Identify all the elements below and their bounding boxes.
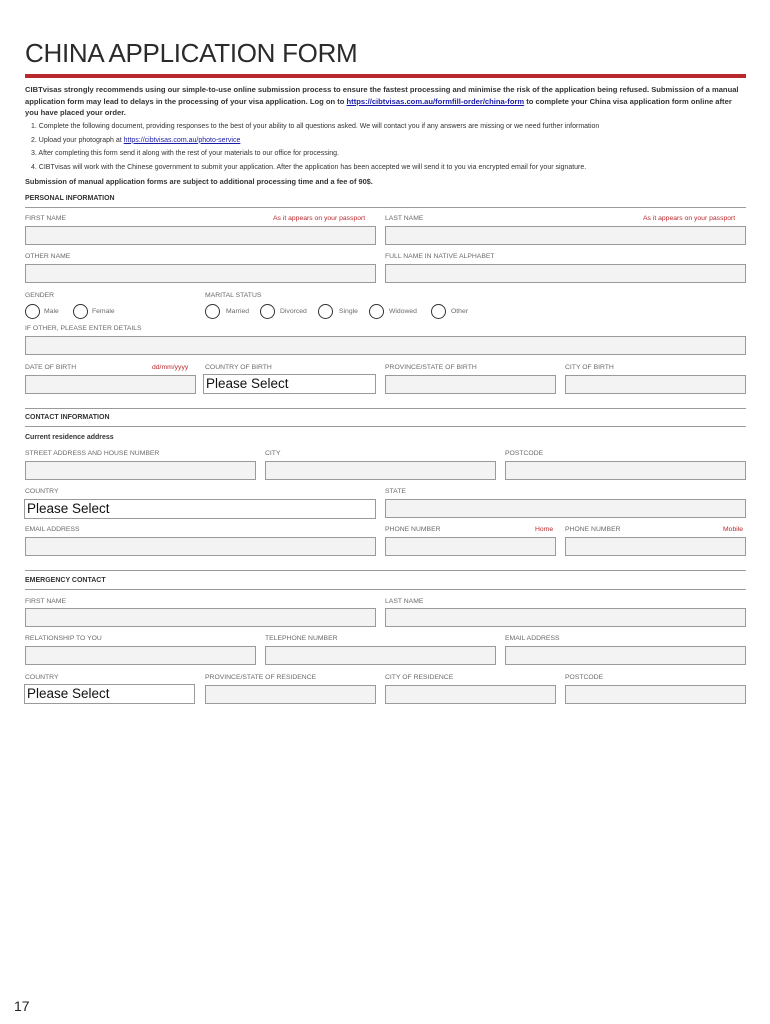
last-name-hint: As it appears on your passport	[643, 215, 736, 222]
emergency-first-name-field[interactable]	[25, 608, 376, 627]
province-of-birth-field[interactable]	[385, 375, 556, 394]
telephone-label: TELEPHONE NUMBER	[265, 635, 338, 642]
dob-label: DATE OF BIRTH	[25, 364, 77, 371]
section-divider	[25, 426, 746, 427]
marital-married-label: Married	[226, 308, 250, 315]
residence-subheading: Current residence address	[25, 434, 114, 441]
section-divider	[25, 570, 746, 571]
province-of-birth-label: PROVINCE/STATE OF BIRTH	[385, 364, 477, 371]
gender-male-radio[interactable]	[25, 304, 40, 319]
city-of-residence-label: CITY OF RESIDENCE	[385, 674, 454, 681]
city-field[interactable]	[265, 461, 496, 480]
gender-label: GENDER	[25, 292, 55, 299]
state-label: STATE	[385, 488, 406, 495]
telephone-field[interactable]	[265, 646, 496, 665]
postcode-field[interactable]	[505, 461, 746, 480]
other-name-label: OTHER NAME	[25, 253, 71, 260]
marital-other-label: Other	[451, 308, 468, 315]
section-divider	[25, 408, 746, 409]
country-label: COUNTRY	[25, 488, 59, 495]
marital-widowed-radio[interactable]	[369, 304, 384, 319]
section-divider	[25, 589, 746, 590]
first-name-field[interactable]	[25, 226, 376, 245]
intro-text-end: to complete your China visa application form online after you have placed your order.	[25, 96, 732, 117]
marital-status-label: MARITAL STATUS	[205, 292, 262, 299]
emergency-last-name-field[interactable]	[385, 608, 746, 627]
marital-married-radio[interactable]	[205, 304, 220, 319]
state-field[interactable]	[385, 499, 746, 518]
page-title: CHINA APPLICATION FORM	[25, 38, 358, 68]
last-name-label: LAST NAME	[385, 215, 424, 222]
relationship-label: RELATIONSHIP TO YOU	[25, 635, 102, 642]
instruction-step: 2. Upload your photograph at https://cibtvisas.com.au/photo-service	[31, 136, 241, 144]
instruction-step: 1. Complete the following document, providing responses to the best of your ability to all questions asked. We will contact you if any answers are missing or we need further information	[31, 123, 600, 130]
emergency-email-field[interactable]	[505, 646, 746, 665]
first-name-label: FIRST NAME	[25, 215, 67, 222]
instruction-step: 4. CIBTvisas will work with the Chinese government to submit your application. After the application has been accepted we will send it to you via encrypted email for your signature.	[31, 163, 587, 171]
personal-info-heading: PERSONAL INFORMATION	[25, 195, 115, 202]
emergency-postcode-field[interactable]	[565, 685, 746, 704]
province-of-residence-label: PROVINCE/STATE OF RESIDENCE	[205, 674, 317, 681]
fee-note: Submission of manual application forms are subject to additional processing time and a fee of 90$.	[25, 177, 373, 186]
emergency-email-label: EMAIL ADDRESS	[505, 635, 560, 642]
emergency-contact-heading: EMERGENCY CONTACT	[25, 577, 106, 584]
email-label: EMAIL ADDRESS	[25, 526, 80, 533]
emergency-postcode-label: POSTCODE	[565, 674, 604, 681]
marital-single-radio[interactable]	[318, 304, 333, 319]
marital-other-radio[interactable]	[431, 304, 446, 319]
gender-female-label: Female	[92, 308, 115, 315]
email-field[interactable]	[25, 537, 376, 556]
gender-female-radio[interactable]	[73, 304, 88, 319]
other-name-field[interactable]	[25, 264, 376, 283]
first-name-hint: As it appears on your passport	[273, 215, 366, 222]
phone-mobile-hint: Mobile	[723, 526, 744, 533]
country-select[interactable]: Please Select	[24, 499, 376, 519]
instruction-list	[31, 122, 747, 176]
instruction-step: 3. After completing this form send it along with the rest of your materials to our office for processing.	[31, 150, 340, 157]
photo-service-link[interactable]: https://cibtvisas.com.au/photo-service	[123, 136, 241, 144]
relationship-field[interactable]	[25, 646, 256, 665]
dob-hint: dd/mm/yyyy	[152, 364, 189, 371]
contact-info-heading: CONTACT INFORMATION	[25, 414, 110, 421]
section-divider	[25, 207, 746, 208]
phone-home-field[interactable]	[385, 537, 556, 556]
online-form-link[interactable]: https://cibtvisas.com.au/formfill-order/china-form	[346, 96, 525, 106]
city-of-birth-label: CITY OF BIRTH	[565, 364, 614, 371]
phone-home-label: PHONE NUMBER	[385, 526, 441, 533]
emergency-country-select[interactable]: Please Select	[24, 684, 195, 704]
other-details-field[interactable]	[25, 336, 746, 355]
emergency-last-name-label: LAST NAME	[385, 598, 424, 605]
emergency-country-label: COUNTRY	[25, 674, 59, 681]
marital-divorced-label: Divorced	[280, 308, 307, 315]
postcode-label: POSTCODE	[505, 450, 544, 457]
marital-single-label: Single	[339, 308, 358, 315]
phone-mobile-field[interactable]	[565, 537, 746, 556]
country-of-birth-select[interactable]: Please Select	[203, 374, 376, 394]
page-number: 17	[14, 998, 30, 1014]
intro-text: CIBTvisas strongly recommends using our simple-to-use online submission process to ensure the fastest processing and minimise the risk of the application being refused. Submission of a manual application form may lead to delays in the processing of your visa application. Log on to	[25, 85, 739, 106]
phone-mobile-label: PHONE NUMBER	[565, 526, 621, 533]
intro-paragraph	[25, 84, 747, 119]
city-label: CITY	[265, 450, 281, 457]
marital-divorced-radio[interactable]	[260, 304, 275, 319]
phone-home-hint: Home	[535, 526, 554, 533]
last-name-field[interactable]	[385, 226, 746, 245]
dob-field[interactable]	[25, 375, 196, 394]
emergency-first-name-label: FIRST NAME	[25, 598, 67, 605]
gender-male-label: Male	[44, 308, 59, 315]
native-name-label: FULL NAME IN NATIVE ALPHABET	[385, 253, 495, 260]
street-field[interactable]	[25, 461, 256, 480]
city-of-birth-field[interactable]	[565, 375, 746, 394]
other-details-label: IF OTHER, PLEASE ENTER DETAILS	[25, 325, 142, 332]
city-of-residence-field[interactable]	[385, 685, 556, 704]
street-label: STREET ADDRESS AND HOUSE NUMBER	[25, 450, 160, 457]
country-of-birth-label: COUNTRY OF BIRTH	[205, 364, 272, 371]
native-name-field[interactable]	[385, 264, 746, 283]
province-of-residence-field[interactable]	[205, 685, 376, 704]
marital-widowed-label: Widowed	[389, 308, 417, 315]
title-underline	[25, 74, 746, 78]
